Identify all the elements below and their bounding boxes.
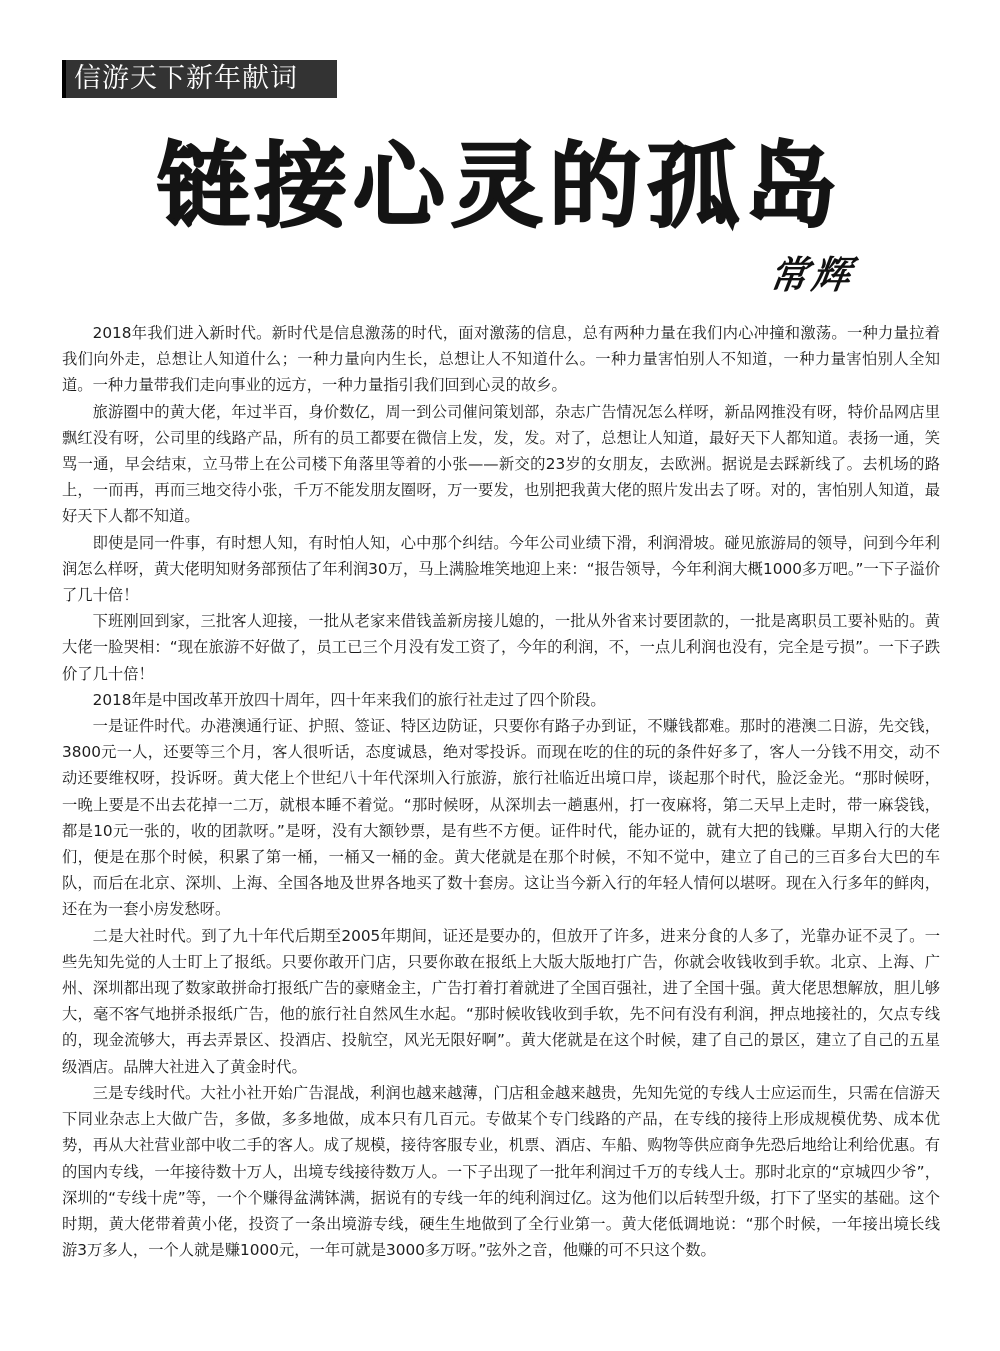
paragraph: 二是大社时代。到了九十年代后期至2005年期间，证还是要办的，但放开了许多，进来分食的人多了，光靠办证不灵了。一些先知先觉的人士盯上了报纸。只要你敢开门店，只要你敢在报纸上大版大版地打广告，你就会收钱收到手软。北京、上海、广州、深圳都出现了数家敢拼命打报纸广告的豪赌金主，广告打着打着就进了全国百强社，进了全国十强。黄大佬思想解放，胆儿够大，毫不客气地拼杀报纸广告，他的旅行社自然风生水起。“那时候收钱收到手软，先不问有没有利润，押点地接社的，欠点专线的，现金流够大，再去弄景区、投酒店、投航空，风光无限好啊”。黄大佬就是在这个时候，建了自己的景区，建立了自己的五星级酒店。品牌大社进入了黄金时代。 (62, 926, 940, 1076)
paragraph: 旅游圈中的黄大佬，年过半百，身价数亿，周一到公司催问策划部，杂志广告情况怎么样呀，新品网推没有呀，特价品网店里飘红没有呀，公司里的线路产品，所有的员工都要在微信上发，发，发。对了，总想让人知道，最好天下人都知道。表扬一通，笑骂一通，早会结束，立马带上在公司楼下角落里等着的小张——新交的23岁的女朋友，去欧洲。据说是去踩新线了。去机场的路上，一而再，再而三地交待小张，千万不能发朋友圈呀，万一要发，也别把我黄大佬的照片发出去了呀。对的，害怕别人知道，最好天下人都不知道。 (62, 402, 940, 526)
column-banner: 信游天下新年献词 (62, 60, 337, 98)
article-body (62, 320, 940, 1263)
paragraph: 2018年是中国改革开放四十周年，四十年来我们的旅行社走过了四个阶段。 (92, 690, 606, 709)
paragraph: 即使是同一件事，有时想人知，有时怕人知，心中那个纠结。今年公司业绩下滑，利润滑坡。碰见旅游局的领导，问到今年利润怎么样呀，黄大佬明知财务部预估了年利润30万，马上满脸堆笑地迎上来：“报告领导，今年利润大概1000多万吧。”一下子溢价了几十倍！ (62, 533, 940, 605)
article-title: 链接心灵的孤岛 (156, 133, 843, 240)
paragraph: 一是证件时代。办港澳通行证、护照、签证、特区边防证，只要你有路子办到证，不赚钱都难。那时的港澳二日游，先交钱，3800元一人，还要等三个月，客人很听话，态度诚恳，绝对零投诉。而现在吃的住的玩的条件好多了，客人一分钱不用交，动不动还要维权呀，投诉呀。黄大佬上个世纪八十年代深圳入行旅游，旅行社临近出境口岸，谈起那个时代，脸泛金光。“那时候呀，一晚上要是不出去花掉一二万，就根本睡不着觉。“那时候呀，从深圳去一趟惠州，打一夜麻将，第二天早上走时，带一麻袋钱，都是10元一张的，收的团款呀。”是呀，没有大额钞票，是有些不方便。证件时代，能办证的，就有大把的钱赚。早期入行的大佬们，便是在那个时候，积累了第一桶，一桶又一桶的金。黄大佬就是在那个时候，不知不觉中，建立了自己的三百多台大巴的车队，而后在北京、深圳、上海、全国各地及世界各地买了数十套房。这让当今新入行的年轻人情何以堪呀。现在入行多年的鲜肉，还在为一套小房发愁呀。 (62, 717, 940, 919)
paragraph: 三是专线时代。大社小社开始广告混战，利润也越来越薄，门店租金越来越贵，先知先觉的专线人士应运而生，只需在信游天下同业杂志上大做广告，多做，多多地做，成本只有几百元。专做某个专门线路的产品，在专线的接待上形成规模优势、成本优势，再从大社营业部中收二手的客人。成了规模，接待客服专业，机票、酒店、车船、购物等供应商争先恐后地给让利给优惠。有的国内专线，一年接待数十万人，出境专线接待数万人。一下子出现了一批年利润过千万的专线人士。那时北京的“京城四少爷”，深圳的“专线十虎”等，一个个赚得盆满钵满，据说有的专线一年的纯利润过亿。这为他们以后转型升级，打下了坚实的基础。这个时期，黄大佬带着黄小佬，投资了一条出境游专线，硬生生地做到了全行业第一。黄大佬低调地说：“那个时候，一年接出境长线游3万多人，一个人就是赚1000元，一年可就是3000多万呀。”弦外之音，他赚的可不只这个数。 (62, 1083, 940, 1260)
paragraph: 2018年我们进入新时代。新时代是信息激荡的时代，面对激荡的信息，总有两种力量在我们内心冲撞和激荡。一种力量拉着我们向外走，总想让人知道什么；一种力量向内生长，总想让人不知道什么。一种力量害怕别人不知道，一种力量害怕别人全知道。一种力量带我们走向事业的远方，一种力量指引我们回到心灵的故乡。 (62, 324, 940, 395)
paragraph: 下班刚回到家，三批客人迎接，一批从老家来借钱盖新房接儿媳的，一批从外省来讨要团款的，一批是离职员工要补贴的。黄大佬一脸哭相：“现在旅游不好做了，员工已三个月没有发工资了，今年的利润，不，一点儿利润也没有，完全是亏损”。一下子跌价了几十倍！ (62, 612, 940, 683)
author-signature: 常辉 (766, 252, 858, 297)
